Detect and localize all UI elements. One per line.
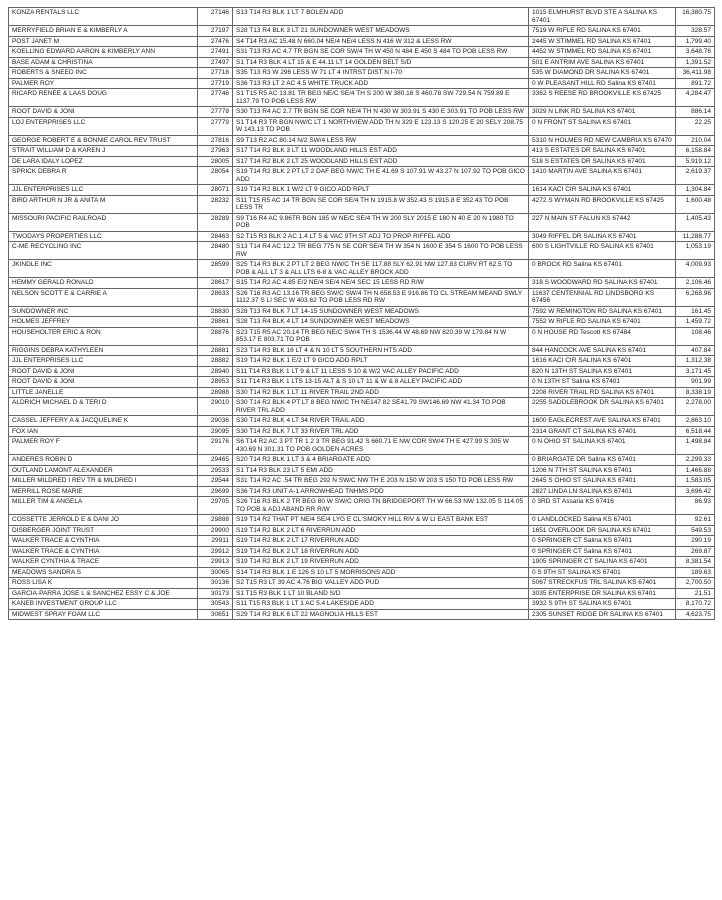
amount-due-cell: 2,619.37: [676, 167, 715, 185]
owner-name-cell: JKINDLE INC: [9, 260, 198, 278]
property-address-cell: 0 BRIARGATE DR Salina KS 67401: [529, 455, 676, 466]
legal-description-cell: S14 T14 R3 BLK 1 E 126 S 10 LT 5 MORRISONS ADD: [233, 567, 529, 578]
table-row: [9, 599, 715, 610]
property-address-cell: 0 N FRONT ST SALINA KS 67401: [529, 117, 676, 135]
legal-description-cell: S19 T14 R2 BLK 1 E/2 LT 9 GICO ADD RPLT: [233, 356, 529, 367]
legal-description-cell: S11 T14 R3 BLK 1 LTS 13-15 ALT & S 10 LT 11 & W & 8 ALLEY PACIFIC ADD: [233, 377, 529, 388]
property-address-cell: 4272 S WYMAN RD BROOKVILLE KS 67425: [529, 195, 676, 213]
owner-name-cell: NELSON SCOTT E & CARRIE A: [9, 288, 198, 306]
property-address-cell: 11637 CENTENNIAL RD LINDSBORG KS 67456: [529, 288, 676, 306]
owner-name-cell: OUTLAND LAMONT ALEXANDER: [9, 465, 198, 476]
amount-due-cell: 210.04: [676, 135, 715, 146]
amount-due-cell: 86.93: [676, 497, 715, 515]
property-address-cell: 0 N HOUSE RD Tescott KS 67484: [529, 327, 676, 345]
property-address-cell: 1410 MARTIN AVE SALINA KS 67401: [529, 167, 676, 185]
legal-description-cell: S4 T14 R3 AC 15.48 N 660.04 NE/4 NE/4 LESS N 416 W 312 & LESS RW: [233, 36, 529, 47]
property-address-cell: 1614 KACI CIR SALINA KS 67401: [529, 185, 676, 196]
legal-description-cell: S1 T15 R5 AC 13.81 TR BEG NE/C SE/4 TH S 200 W 380.16 S 460.78 SW 729.54 N 759.89 E 1137.79 TO POB LESS RW: [233, 89, 529, 107]
property-address-cell: 0 N OHIO ST SALINA KS 67401: [529, 437, 676, 455]
owner-name-cell: ROOT DAVID & JONI: [9, 107, 198, 118]
owner-name-cell: CASSEL JEFFERY A & JACQUELINE K: [9, 416, 198, 427]
property-address-cell: 1616 KACI CIR SALINA KS 67401: [529, 356, 676, 367]
legal-description-cell: S35 T13 R3 W 296 LESS W 71 LT 4 INTRST DIST N I-70: [233, 68, 529, 79]
table-row: [9, 476, 715, 487]
parcel-id-cell: 28830: [198, 306, 233, 317]
property-address-cell: 1905 SPRINGER CT SALINA KS 67401: [529, 557, 676, 568]
amount-due-cell: 290.19: [676, 536, 715, 547]
property-address-cell: 1206 N 7TH ST SALINA KS 67401: [529, 465, 676, 476]
parcel-id-cell: 27497: [198, 57, 233, 68]
amount-due-cell: 2,278.00: [676, 398, 715, 416]
table-row: [9, 366, 715, 377]
owner-name-cell: RIGGINS DEBRA KATHYLEEN: [9, 345, 198, 356]
owner-name-cell: SPRICK DEBRA R: [9, 167, 198, 185]
property-address-cell: 844 HANCOCK AVE SALINA KS 67401: [529, 345, 676, 356]
owner-name-cell: BASE ADAM & CHRISTINA: [9, 57, 198, 68]
table-row: [9, 546, 715, 557]
owner-name-cell: WALKER TRACE & CYNTHIA: [9, 546, 198, 557]
table-row: [9, 117, 715, 135]
parcel-id-cell: 27816: [198, 135, 233, 146]
table-row: [9, 135, 715, 146]
owner-name-cell: LOJ ENTERPRISES LLC: [9, 117, 198, 135]
property-address-cell: 2645 S OHIO ST SALINA KS 67401: [529, 476, 676, 487]
parcel-id-cell: 28289: [198, 213, 233, 231]
property-address-cell: 4452 W STIMMEL RD SALINA KS 67401: [529, 47, 676, 58]
parcel-id-cell: 27963: [198, 146, 233, 157]
property-address-cell: 2255 SADDLEBROOK DR SALINA KS 67401: [529, 398, 676, 416]
legal-description-cell: S11 T15 R3 BLK 1 LT 1 AC 5.4 LAKESIDE ADD: [233, 599, 529, 610]
legal-description-cell: S11 T14 R3 BLK 1 LT 9 & LT 11 LESS S 10 & W/2 VAC ALLEY PACIFIC ADD: [233, 366, 529, 377]
legal-description-cell: S36 T13 R3 LT 2 AC 4.5 WHITE TRUCK ADD: [233, 78, 529, 89]
legal-description-cell: S17 T14 R2 BLK 2 LT 25 WOODLAND HILLS EST ADD: [233, 156, 529, 167]
parcel-id-cell: 28633: [198, 288, 233, 306]
owner-name-cell: ALDRICH MICHAEL D & TERI D: [9, 398, 198, 416]
table-body: [9, 8, 715, 620]
amount-due-cell: 11,288.77: [676, 231, 715, 242]
amount-due-cell: 1,498.84: [676, 437, 715, 455]
amount-due-cell: 1,053.19: [676, 242, 715, 260]
owner-name-cell: WALKER CYNTHIA & TRACE: [9, 557, 198, 568]
legal-description-cell: S28 T13 R4 BLK 3 LT 21 SUNDOWNER WEST MEADOWS: [233, 26, 529, 37]
amount-due-cell: 3,171.45: [676, 366, 715, 377]
parcel-id-cell: 27746: [198, 89, 233, 107]
property-address-cell: 318 S WOODWARD RD SALINA KS 67401: [529, 278, 676, 289]
legal-description-cell: S2 T15 R3 BLK 2 AC 1.4 LT 5 & VAC 9TH ST ADJ TO PROP RIFFEL ADD: [233, 231, 529, 242]
owner-name-cell: PALMER ROY F: [9, 437, 198, 455]
parcel-id-cell: 30136: [198, 578, 233, 589]
table-row: [9, 8, 715, 26]
parcel-id-cell: 29699: [198, 486, 233, 497]
parcel-id-cell: 28005: [198, 156, 233, 167]
parcel-id-cell: 29900: [198, 525, 233, 536]
amount-due-cell: 4,284.47: [676, 89, 715, 107]
legal-description-cell: S19 T14 R2 BLK 1 W/2 LT 9 GICO ADD RPLT: [233, 185, 529, 196]
owner-name-cell: JJL ENTERPRISES LLC: [9, 356, 198, 367]
property-address-cell: 0 S 9TH ST SALINA KS 67401: [529, 567, 676, 578]
owner-name-cell: ROOT DAVID & JONI: [9, 366, 198, 377]
parcel-id-cell: 27491: [198, 47, 233, 58]
table-row: [9, 107, 715, 118]
amount-due-cell: 1,405.43: [676, 213, 715, 231]
parcel-id-cell: 27476: [198, 36, 233, 47]
table-row: [9, 78, 715, 89]
parcel-id-cell: 28940: [198, 366, 233, 377]
property-address-cell: 3932 S 9TH ST SALINA KS 67401: [529, 599, 676, 610]
table-row: [9, 536, 715, 547]
table-row: [9, 47, 715, 58]
amount-due-cell: 2,299.33: [676, 455, 715, 466]
owner-name-cell: ROBERTS & SNEED INC: [9, 68, 198, 79]
legal-description-cell: S25 T14 R3 BLK 2 PT LT 2 BEG NW/C TH SE 117.88 SLY 62.91 NW 127.83 CURV RT 62.5 TO POB & ALL LT 3 & ALL LTS 6-8 & VAC ALLEY BROCK ADD: [233, 260, 529, 278]
legal-description-cell: S19 T14 R2 BLK 2 LT 19 RIVERRUN ADD: [233, 557, 529, 568]
property-address-cell: 1015 ELMHURST BLVD STE A SALINA KS 67401: [529, 8, 676, 26]
table-row: [9, 185, 715, 196]
legal-description-cell: S36 T14 R3 UNIT A-1 ARROWHEAD TNHMS PDD: [233, 486, 529, 497]
table-row: [9, 195, 715, 213]
legal-description-cell: S26 T16 R3 BLK 2 TR BEG 80 W SW/C ORIG TN BRIDGEPORT TH W 66.53 NW 132.05 S 114.05 TO POB & ADJ ABAND RR R/W: [233, 497, 529, 515]
parcel-id-cell: 30543: [198, 599, 233, 610]
amount-due-cell: 108.46: [676, 327, 715, 345]
legal-description-cell: S30 T14 R2 BLK 1 LT 11 RIVER TRAIL 2ND ADD: [233, 387, 529, 398]
amount-due-cell: 4,623.75: [676, 609, 715, 620]
property-address-cell: 0 SPRINGER CT Salina KS 67401: [529, 536, 676, 547]
legal-description-cell: S19 T14 R2 BLK 2 PT LT 2 DAF BEG NW/C TH E 41.69 S 107.91 W 43.27 N 107.92 TO POB GICO ADD: [233, 167, 529, 185]
property-address-cell: 535 W DIAMOND DR SALINA KS 67401: [529, 68, 676, 79]
table-row: [9, 356, 715, 367]
property-address-cell: 5310 N HOLMES RD NEW CAMBRIA KS 67470: [529, 135, 676, 146]
amount-due-cell: 8,338.19: [676, 387, 715, 398]
table-row: [9, 515, 715, 526]
legal-description-cell: S6 T14 R2 AC 3 PT TR 1 2 3 TR BEG 91.42 S 660.71 E NW COR SW/4 TH E 427.99 S 305 W 430.69 N 301.31 TO POB GOLDEN ACRES: [233, 437, 529, 455]
legal-description-cell: S30 T14 R2 BLK 4 LT 34 RIVER TRAIL ADD: [233, 416, 529, 427]
parcel-id-cell: 28480: [198, 242, 233, 260]
amount-due-cell: 22.25: [676, 117, 715, 135]
table-row: [9, 486, 715, 497]
table-row: [9, 345, 715, 356]
parcel-id-cell: 30173: [198, 588, 233, 599]
legal-description-cell: S13 T14 R4 AC 12.2 TR BEG 775 N SE COR SE/4 TH W 354 N 1600 E 354 S 1600 TO POB LESS RW: [233, 242, 529, 260]
table-row: [9, 57, 715, 68]
legal-description-cell: S20 T14 R2 BLK 1 LT 3 & 4 BRIARGATE ADD: [233, 455, 529, 466]
parcel-id-cell: 28861: [198, 317, 233, 328]
owner-name-cell: KOELLING EDWARD AARON & KIMBERLY ANN: [9, 47, 198, 58]
amount-due-cell: 2,106.46: [676, 278, 715, 289]
amount-due-cell: 1,600.48: [676, 195, 715, 213]
table-row: [9, 242, 715, 260]
owner-name-cell: DE LARA IDALY LOPEZ: [9, 156, 198, 167]
property-address-cell: 227 N MAIN ST FALUN KS 67442: [529, 213, 676, 231]
amount-due-cell: 8,381.54: [676, 557, 715, 568]
owner-name-cell: ROSS LISA K: [9, 578, 198, 589]
owner-name-cell: MILLER TIM & ANGELA: [9, 497, 198, 515]
table-row: [9, 306, 715, 317]
parcel-id-cell: 27778: [198, 107, 233, 118]
owner-name-cell: BIRD ARTHUR N JR & ANITA M: [9, 195, 198, 213]
property-address-cell: 0 3RD ST Assaria KS 67416: [529, 497, 676, 515]
property-address-cell: 0 W PLEASANT HILL RD Salina KS 67401: [529, 78, 676, 89]
owner-name-cell: RICARD RENEE & LAAS DOUG: [9, 89, 198, 107]
legal-description-cell: S19 T14 R2 THAT PT NE/4 SE/4 LYG E CL SMOKY HILL RIV & W LI EAST BANK EST: [233, 515, 529, 526]
amount-due-cell: 92.61: [676, 515, 715, 526]
table-row: [9, 260, 715, 278]
property-address-cell: 2208 RIVER TRAIL RD SALINA KS 67401: [529, 387, 676, 398]
legal-description-cell: S30 T14 R2 BLK 4 PT LT 8 BEG NW/C TH NE147.82 SE41.79 SW146.69 NW 41.34 TO POB RIVER TRL ADD: [233, 398, 529, 416]
table-row: [9, 609, 715, 620]
amount-due-cell: 2,700.50: [676, 578, 715, 589]
amount-due-cell: 161.45: [676, 306, 715, 317]
table-row: [9, 567, 715, 578]
legal-description-cell: S30 T14 R2 BLK 7 LT 33 RIVER TRL ADD: [233, 426, 529, 437]
legal-description-cell: S31 T14 R2 AC .54 TR BEG 292 N SW/C NW TH E 203 N 150 W 203 S 150 TO POB LESS RW: [233, 476, 529, 487]
amount-due-cell: 1,466.88: [676, 465, 715, 476]
property-address-cell: 1600 EAGLECREST AVE SALINA KS 67401: [529, 416, 676, 427]
property-address-cell: 518 S ESTATES DR SALINA KS 67401: [529, 156, 676, 167]
legal-description-cell: S1 T14 R3 TR BGN NW/C LT 1 NORTHVIEW ADD TH N 329 E 123.13 S 120.25 E 20 SELY 208.75 W 143.13 TO POB: [233, 117, 529, 135]
owner-name-cell: MISSOURI PACIFIC RAILROAD: [9, 213, 198, 231]
parcel-id-cell: 28071: [198, 185, 233, 196]
table-row: [9, 426, 715, 437]
owner-name-cell: MERRYFIELD BRIAN E & KIMBERLY A: [9, 26, 198, 37]
table-row: [9, 387, 715, 398]
legal-description-cell: S11 T15 R5 AC 14 TR BGN SE COR SE/4 TH N 1915.8 W 352.43 S 1915.8 E 352.43 TO POB LESS TR: [233, 195, 529, 213]
parcel-id-cell: 27779: [198, 117, 233, 135]
amount-due-cell: 6,158.84: [676, 146, 715, 157]
owner-name-cell: SUNDOWNER INC: [9, 306, 198, 317]
parcel-id-cell: 29888: [198, 515, 233, 526]
table-row: [9, 327, 715, 345]
table-row: [9, 557, 715, 568]
parcel-id-cell: 28881: [198, 345, 233, 356]
legal-description-cell: S9 T13 R2 AC 80.14 N/2 SW/4 LESS RW: [233, 135, 529, 146]
property-address-cell: 3362 S REESE RD BROOKVILLE KS 67425: [529, 89, 676, 107]
tax-list-page: [8, 7, 714, 893]
owner-name-cell: KONZA RENTALS LLC: [9, 8, 198, 26]
parcel-id-cell: 28463: [198, 231, 233, 242]
property-address-cell: 7592 W REMINGTON RD SALINA KS 67401: [529, 306, 676, 317]
amount-due-cell: 16,380.75: [676, 8, 715, 26]
tax-delinquency-table: [8, 7, 715, 620]
table-row: [9, 437, 715, 455]
amount-due-cell: 886.14: [676, 107, 715, 118]
table-row: [9, 578, 715, 589]
table-row: [9, 416, 715, 427]
owner-name-cell: WALKER TRACE & CYNTHIA: [9, 536, 198, 547]
legal-description-cell: S1 T14 R3 BLK 23 LT 5 EMI ADD: [233, 465, 529, 476]
parcel-id-cell: 27718: [198, 68, 233, 79]
table-row: [9, 89, 715, 107]
owner-name-cell: JJL ENTERPRISES LLC: [9, 185, 198, 196]
parcel-id-cell: 29911: [198, 536, 233, 547]
owner-name-cell: TWODAYS PROPERTIES LLC: [9, 231, 198, 242]
table-row: [9, 167, 715, 185]
parcel-id-cell: 29912: [198, 546, 233, 557]
owner-name-cell: ANDERES ROBIN D: [9, 455, 198, 466]
parcel-id-cell: 30651: [198, 609, 233, 620]
property-address-cell: 600 S LIGHTVILLE RD SALINA KS 67401: [529, 242, 676, 260]
legal-description-cell: S17 T14 R2 BLK 3 LT 11 WOODLAND HILLS EST ADD: [233, 146, 529, 157]
table-row: [9, 26, 715, 37]
legal-description-cell: S19 T14 R2 BLK 2 LT 6 RIVERRUN ADD: [233, 525, 529, 536]
owner-name-cell: HOUSEHOLTER ERIC & RON: [9, 327, 198, 345]
property-address-cell: 3029 N LINK RD SALINA KS 67401: [529, 107, 676, 118]
parcel-id-cell: 29465: [198, 455, 233, 466]
amount-due-cell: 4,009.93: [676, 260, 715, 278]
parcel-id-cell: 27146: [198, 8, 233, 26]
owner-name-cell: PALMER ROY: [9, 78, 198, 89]
parcel-id-cell: 28617: [198, 278, 233, 289]
property-address-cell: 7519 W RIFLE RD SALINA KS 67401: [529, 26, 676, 37]
table-row: [9, 455, 715, 466]
property-address-cell: 2305 SUNSET RIDGE DR SALINA KS 67401: [529, 609, 676, 620]
parcel-id-cell: 29705: [198, 497, 233, 515]
table-row: [9, 156, 715, 167]
amount-due-cell: 407.84: [676, 345, 715, 356]
property-address-cell: 5067 STRECKFUS TRL SALINA KS 67401: [529, 578, 676, 589]
amount-due-cell: 328.57: [676, 26, 715, 37]
legal-description-cell: S30 T13 R4 AC 2.7 TR BGN SE COR NE/4 TH N 430 W 303.91 S 430 E 303.91 TO POB LESS RW: [233, 107, 529, 118]
owner-name-cell: GEORGE ROBERT E & BONNIE CAROL REV TRUST: [9, 135, 198, 146]
property-address-cell: 3035 ENTERPRISE DR SALINA KS 67401: [529, 588, 676, 599]
parcel-id-cell: 28232: [198, 195, 233, 213]
property-address-cell: 0 BROCK RD Salina KS 67401: [529, 260, 676, 278]
parcel-id-cell: 29176: [198, 437, 233, 455]
amount-due-cell: 6,518.44: [676, 426, 715, 437]
legal-description-cell: S19 T14 R2 BLK 2 LT 17 RIVERRUN ADD: [233, 536, 529, 547]
parcel-id-cell: 30065: [198, 567, 233, 578]
amount-due-cell: 8,170.72: [676, 599, 715, 610]
table-row: [9, 317, 715, 328]
amount-due-cell: 1,391.52: [676, 57, 715, 68]
amount-due-cell: 1,459.72: [676, 317, 715, 328]
legal-description-cell: S1 T14 R3 BLK 4 LT 15 & E 44.11 LT 14 GOLDEN BELT S/D: [233, 57, 529, 68]
table-row: [9, 146, 715, 157]
parcel-id-cell: 28876: [198, 327, 233, 345]
table-row: [9, 497, 715, 515]
table-row: [9, 377, 715, 388]
amount-due-cell: 189.63: [676, 567, 715, 578]
parcel-id-cell: 28953: [198, 377, 233, 388]
legal-description-cell: S13 T14 R3 BLK 1 LT 7 BOLEN ADD: [233, 8, 529, 26]
parcel-id-cell: 29095: [198, 426, 233, 437]
table-row: [9, 231, 715, 242]
parcel-id-cell: 28599: [198, 260, 233, 278]
property-address-cell: 1651 OVERLOOK DR SALINA KS 67401: [529, 525, 676, 536]
table-row: [9, 213, 715, 231]
parcel-id-cell: 28054: [198, 167, 233, 185]
owner-name-cell: C-ME RECYCLING INC: [9, 242, 198, 260]
amount-due-cell: 1,312.38: [676, 356, 715, 367]
table-row: [9, 278, 715, 289]
amount-due-cell: 5,919.12: [676, 156, 715, 167]
owner-name-cell: MIDWEST SPRAY FOAM LLC: [9, 609, 198, 620]
legal-description-cell: S28 T13 R4 BLK 7 LT 14-15 SUNDOWNER WEST MEADOWS: [233, 306, 529, 317]
property-address-cell: 2445 W STIMMEL RD SALINA KS 67401: [529, 36, 676, 47]
amount-due-cell: 3,648.76: [676, 47, 715, 58]
parcel-id-cell: 29544: [198, 476, 233, 487]
owner-name-cell: POST JANET M: [9, 36, 198, 47]
legal-description-cell: S28 T13 R4 BLK 4 LT 14 SUNDOWNER WEST MEADOWS: [233, 317, 529, 328]
legal-description-cell: S23 T14 R3 BLK 16 LT 4 & N 10 LT 5 SOUTHERN HTS ADD: [233, 345, 529, 356]
property-address-cell: 0 SPRINGER CT Salina KS 67401: [529, 546, 676, 557]
amount-due-cell: 2,863.10: [676, 416, 715, 427]
table-row: [9, 36, 715, 47]
owner-name-cell: GARCIA-PARRA JOSE L & SANCHEZ ESSY C & JOE: [9, 588, 198, 599]
amount-due-cell: 3,696.42: [676, 486, 715, 497]
owner-name-cell: ROOT DAVID & JONI: [9, 377, 198, 388]
table-row: [9, 398, 715, 416]
parcel-id-cell: 27197: [198, 26, 233, 37]
legal-description-cell: S9 T16 R4 AC 9.86TR BGN 185 W NE/C SE/4 TH W 200 SLY 2015 E 180 N 40 E 20 N 1980 TO POB: [233, 213, 529, 231]
property-address-cell: 2827 LINDA LN SALINA KS 67401: [529, 486, 676, 497]
legal-description-cell: S23 T15 R5 AC 20.14 TR BEG NE/C SW/4 TH S 1536.44 W 48.69 NW 820.39 W 179.84 N W 853.17 E 803.71 TO POB: [233, 327, 529, 345]
owner-name-cell: MILLER MILDRED I REV TR & MILDRED I: [9, 476, 198, 487]
legal-description-cell: S1 T15 R3 BLK 1 LT 10 BLAND S/D: [233, 588, 529, 599]
owner-name-cell: KANEB INVESTMENT GROUP LLC: [9, 599, 198, 610]
owner-name-cell: MERRILL ROSE MARIE: [9, 486, 198, 497]
property-address-cell: 0 N 13TH ST Salina KS 67401: [529, 377, 676, 388]
table-row: [9, 588, 715, 599]
amount-due-cell: 269.87: [676, 546, 715, 557]
property-address-cell: 820 N 13TH ST SALINA KS 67401: [529, 366, 676, 377]
amount-due-cell: 549.53: [676, 525, 715, 536]
table-row: [9, 68, 715, 79]
legal-description-cell: S29 T14 R2 BLK 6 LT 22 MAGNOLIA HILLS EST: [233, 609, 529, 620]
owner-name-cell: DISBERGER JOINT TRUST: [9, 525, 198, 536]
owner-name-cell: STRAIT WILLIAM D & KAREN J: [9, 146, 198, 157]
legal-description-cell: S19 T14 R2 BLK 2 LT 18 RIVERRUN ADD: [233, 546, 529, 557]
amount-due-cell: 891.72: [676, 78, 715, 89]
amount-due-cell: 21.51: [676, 588, 715, 599]
table-row: [9, 288, 715, 306]
owner-name-cell: FOX IAN: [9, 426, 198, 437]
legal-description-cell: S26 T16 R3 AC 13.16 TR BEG SW/C SW/4 TH N 658.53 E 916.86 TO CL STREAM MEAND SWLY 1112.37 S LI SEC W 403.62 TO POB LESS RD RW: [233, 288, 529, 306]
amount-due-cell: 1,799.40: [676, 36, 715, 47]
parcel-id-cell: 27719: [198, 78, 233, 89]
property-address-cell: 7552 W RIFLE RD SALINA KS 67401: [529, 317, 676, 328]
legal-description-cell: S31 T13 R3 AC 4.7 TR BGN SE COR SW/4 TH W 450 N 484 E 450 S 484 TO POB LESS RW: [233, 47, 529, 58]
property-address-cell: 0 LANDLOCKED Salina KS 67401: [529, 515, 676, 526]
parcel-id-cell: 29010: [198, 398, 233, 416]
property-address-cell: 3049 RIFFEL DR SALINA KS 67401: [529, 231, 676, 242]
property-address-cell: 501 E ANTRIM AVE SALINA KS 67401: [529, 57, 676, 68]
owner-name-cell: HOLMES JEFFREY: [9, 317, 198, 328]
property-address-cell: 413 S ESTATES DR SALINA KS 67401: [529, 146, 676, 157]
amount-due-cell: 1,583.05: [676, 476, 715, 487]
amount-due-cell: 901.99: [676, 377, 715, 388]
parcel-id-cell: 28988: [198, 387, 233, 398]
parcel-id-cell: 28882: [198, 356, 233, 367]
legal-description-cell: S2 T15 R3 LT 39 AC 4.76 BIG VALLEY ADD PUD: [233, 578, 529, 589]
owner-name-cell: MEADOWS SANDRA S: [9, 567, 198, 578]
amount-due-cell: 1,304.84: [676, 185, 715, 196]
owner-name-cell: COSSETTE JERROLD E & DANI JO: [9, 515, 198, 526]
owner-name-cell: HEMMY GERALD RONALD: [9, 278, 198, 289]
property-address-cell: 2314 GRANT CT SALINA KS 67401: [529, 426, 676, 437]
table-row: [9, 525, 715, 536]
legal-description-cell: S15 T14 R2 AC 4.85 E/2 NE/4 SE/4 NE/4 SEC 15 LESS RD R/W: [233, 278, 529, 289]
parcel-id-cell: 29036: [198, 416, 233, 427]
amount-due-cell: 6,268.96: [676, 288, 715, 306]
amount-due-cell: 36,411.98: [676, 68, 715, 79]
table-row: [9, 465, 715, 476]
parcel-id-cell: 29913: [198, 557, 233, 568]
parcel-id-cell: 29533: [198, 465, 233, 476]
owner-name-cell: LITTLE JANELLE: [9, 387, 198, 398]
